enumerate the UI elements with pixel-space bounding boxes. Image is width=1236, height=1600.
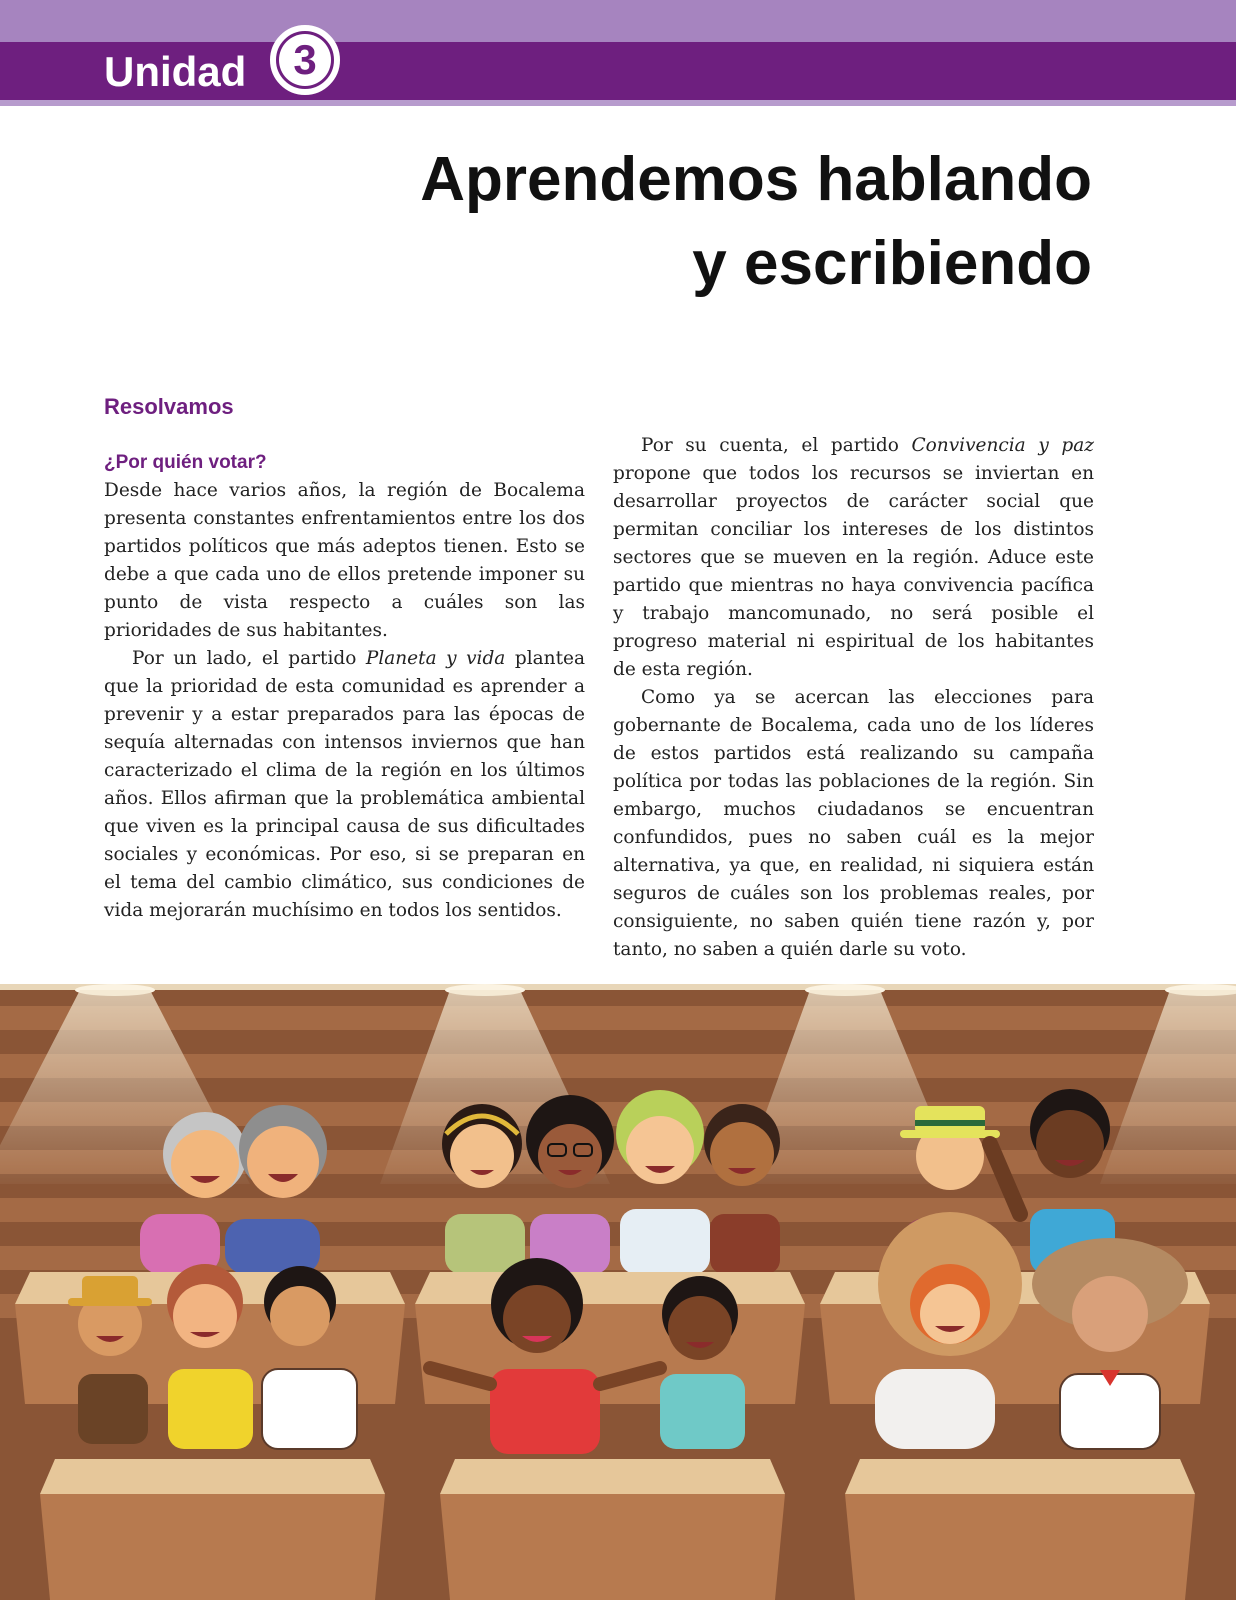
text-column-right xyxy=(613,432,1094,964)
party-name-planeta: Planeta y vida xyxy=(365,648,506,669)
paragraph-4: Como ya se acercan las elecciones para gobernante de Bocalema, cada uno de los líderes de estos partidos está realizando su campaña política por todas las poblaciones de la región. Sin embargo, muchos ciudadanos se encuentran confundidos, pues no saben cuál es la mejor alternativa, ya que, en realidad, ni siquiera están seguros de cuáles son los problemas reales, por consiguiente, no saben quién tiene razón y, por tanto, no saben a quién darle su voto. xyxy=(613,687,1094,960)
paragraph-2-start: Por un lado, el partido xyxy=(132,648,366,669)
header-band-divider xyxy=(0,100,1236,106)
page-title xyxy=(272,138,1092,306)
page-title-line1: Aprendemos hablando xyxy=(420,145,1092,214)
text-column-left xyxy=(104,449,585,925)
paragraph-1: Desde hace varios años, la región de Bocalema presenta constantes enfrentamientos entre los dos partidos políticos que más adeptos tienen. Esto se debe a que cada uno de ellos pretende imponer su punto de vista respecto a cuáles son las prioridades de sus habitantes. xyxy=(104,480,585,641)
paragraph-2 xyxy=(104,645,585,925)
subheading: ¿Por quién votar? xyxy=(104,452,267,473)
classroom-illustration xyxy=(0,984,1236,1600)
unit-number-badge xyxy=(270,25,340,95)
paragraph-3-start: Por su cuenta, el partido xyxy=(641,435,912,456)
section-heading: Resolvamos xyxy=(104,394,234,419)
paragraph-3 xyxy=(613,432,1094,684)
paragraph-3-end: propone que todos los recursos se inviertan en desarrollar proyectos de carácter social que permitan conciliar los intereses de los distintos sectores que se mueven en la región. Aduce este partido que mientras no haya convivencia pacífica y trabajo mancomunado, no será posible el progreso material ni espiritual de los habitantes de esta región. xyxy=(613,463,1094,680)
unit-label: Unidad xyxy=(104,48,247,95)
unit-number: 3 xyxy=(279,34,331,86)
paragraph-2-end: plantea que la prioridad de esta comunidad es aprender a prevenir y a estar preparados para las épocas de sequía alternadas con intensos inviernos que han caracterizado el clima de la región en los últimos años. Ellos afirman que la problemática ambiental que viven es la principal causa de sus dificultades sociales y económicas. Por eso, si se preparan en el tema del cambio climático, sus condiciones de vida mejorarán muchísimo en todos los sentidos. xyxy=(104,648,585,921)
party-name-convivencia: Convivencia y paz xyxy=(911,435,1094,456)
page-title-line2: y escribiendo xyxy=(692,229,1092,298)
front-row-desks xyxy=(40,1459,1195,1600)
header-band-top xyxy=(0,0,1236,42)
